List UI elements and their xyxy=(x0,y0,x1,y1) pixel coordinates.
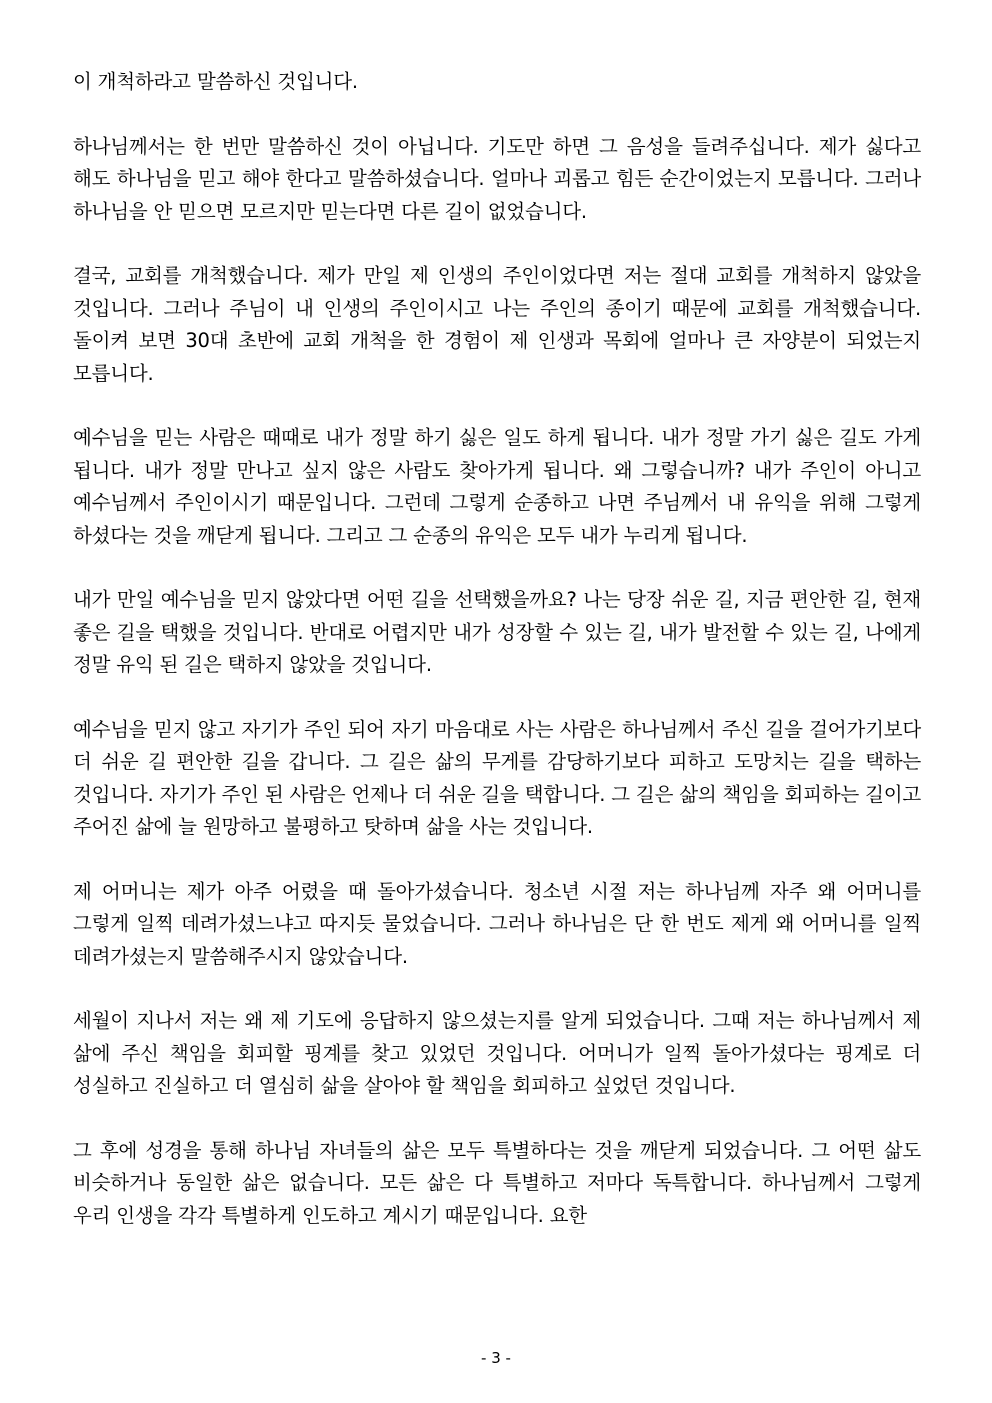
paragraph: 그 후에 성경을 통해 하나님 자녀들의 삶은 모두 특별하다는 것을 깨닫게 되었습니다. 그 어떤 삶도 비슷하거나 동일한 삶은 없습니다. 모든 삶은 다 특별하고 저마다 독특합니다. 하나님께서 그렇게 우리 인생을 각각 특별하게 인도하고 계시기 때문입니다. 요한 xyxy=(73,1138,921,1227)
page-number: - 3 - xyxy=(481,1349,511,1367)
paragraph: 하나님께서는 한 번만 말씀하신 것이 아닙니다. 기도만 하면 그 음성을 들려주십니다. 제가 싫다고 해도 하나님을 믿고 해야 한다고 말씀하셨습니다. 얼마나 괴롭고 힘든 순간이었는지 모릅니다. 그러나 하나님을 안 믿으면 모르지만 믿는다면 다른 길이 없었습니다. xyxy=(73,134,921,223)
paragraph: 제 어머니는 제가 아주 어렸을 때 돌아가셨습니다. 청소년 시절 저는 하나님께 자주 왜 어머니를 그렇게 일찍 데려가셨느냐고 따지듯 물었습니다. 그러나 하나님은 단 한 번도 제게 왜 어머니를 일찍 데려가셨는지 말씀해주시지 않았습니다. xyxy=(73,879,921,968)
paragraph: 예수님을 믿는 사람은 때때로 내가 정말 하기 싫은 일도 하게 됩니다. 내가 정말 가기 싫은 길도 가게 됩니다. 내가 정말 만나고 싶지 않은 사람도 찾아가게 됩니다. 왜 그렇습니까? 내가 주인이 아니고 예수님께서 주인이시기 때문입니다. 그런데 그렇게 순종하고 나면 주님께서 내 유익을 위해 그렇게 하셨다는 것을 깨닫게 됩니다. 그리고 그 순종의 유익은 모두 내가 누리게 됩니다. xyxy=(73,426,921,547)
paragraph: 이 개척하라고 말씀하신 것입니다. xyxy=(73,70,358,93)
paragraph: 결국, 교회를 개척했습니다. 제가 만일 제 인생의 주인이었다면 저는 절대 교회를 개척하지 않았을 것입니다. 그러나 주님이 내 인생의 주인이시고 나는 주인의 종이기 때문에 교회를 개척했습니다. 돌이켜 보면 30대 초반에 교회 개척을 한 경험이 제 인생과 목회에 얼마나 큰 자양분이 되었는지 모릅니다. xyxy=(73,264,921,385)
paragraph: 예수님을 믿지 않고 자기가 주인 되어 자기 마음대로 사는 사람은 하나님께서 주신 길을 걸어가기보다 더 쉬운 길 편안한 길을 갑니다. 그 길은 삶의 무게를 감당하기보다 피하고 도망치는 길을 택하는 것입니다. 자기가 주인 된 사람은 언제나 더 쉬운 길을 택합니다. 그 길은 삶의 책임을 회피하는 길이고 주어진 삶에 늘 원망하고 불평하고 탓하며 삶을 사는 것입니다. xyxy=(73,717,921,838)
paragraph: 내가 만일 예수님을 믿지 않았다면 어떤 길을 선택했을까요? 나는 당장 쉬운 길, 지금 편안한 길, 현재 좋은 길을 택했을 것입니다. 반대로 어렵지만 내가 성장할 수 있는 길, 내가 발전할 수 있는 길, 나에게 정말 유익 된 길은 택하지 않았을 것입니다. xyxy=(73,588,921,676)
paragraph: 세월이 지나서 저는 왜 제 기도에 응답하지 않으셨는지를 알게 되었습니다. 그때 저는 하나님께서 제 삶에 주신 책임을 회피할 핑계를 찾고 있었던 것입니다. 어머니가 일찍 돌아가셨다는 핑계로 더 성실하고 진실하고 더 열심히 삶을 살아야 할 책임을 회피하고 싶었던 것입니다. xyxy=(73,1009,921,1097)
